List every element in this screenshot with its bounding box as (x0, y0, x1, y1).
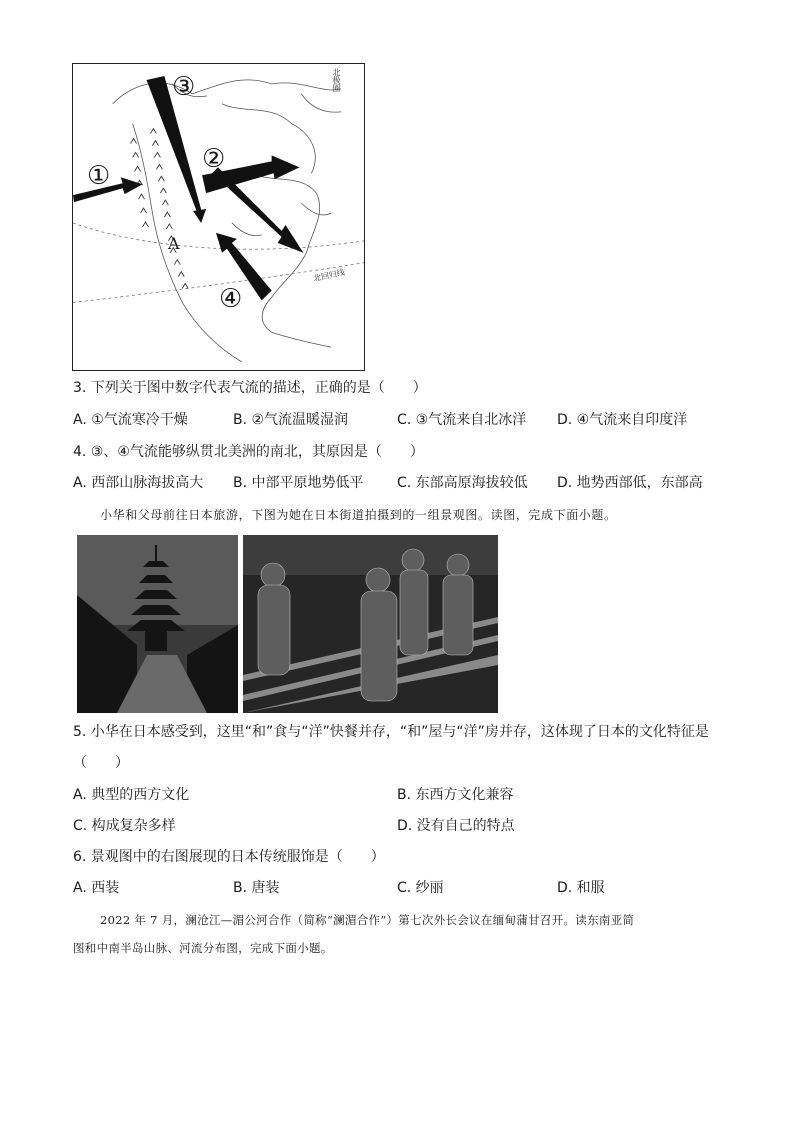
reading-intro-japan: 小华和父母前往日本旅游，下图为她在日本街道拍摄到的一组景观图。读图，完成下面小题。 (100, 508, 617, 522)
question-4-option-d[interactable]: D. 地势西部低，东部高 (557, 475, 703, 491)
question-4-option-a[interactable]: A. 西部山脉海拔高大 (73, 475, 204, 491)
tropic-of-cancer-label: 北回归线 (312, 267, 346, 284)
question-4-stem: 4. ③、④气流能够纵贯北美洲的南北，其原因是（ ） (73, 444, 424, 460)
question-4-option-b[interactable]: B. 中部平原地势低平 (233, 475, 364, 491)
north-america-airflow-map (72, 63, 365, 371)
question-5-option-c[interactable]: C. 构成复杂多样 (73, 818, 176, 834)
kimono-street-photo (243, 535, 498, 713)
reading-intro-lancang-mekong-line1: 2022 年 7 月，澜沧江—湄公河合作（简称“澜湄合作”）第七次外长会议在缅甸蒲甘召开。读东南亚简 (100, 913, 635, 927)
arctic-circle-label: 北极圈 (332, 68, 341, 92)
airflow-label-4: ④ (219, 284, 243, 314)
question-6-option-c[interactable]: C. 纱丽 (397, 880, 444, 896)
airflow-label-1: ① (87, 161, 111, 191)
question-5-option-d[interactable]: D. 没有自己的特点 (397, 818, 515, 834)
question-5-option-a[interactable]: A. 典型的西方文化 (73, 787, 190, 803)
question-6-option-d[interactable]: D. 和服 (557, 880, 605, 896)
question-3-stem: 3. 下列关于图中数字代表气流的描述，正确的是（ ） (73, 380, 427, 396)
question-3-option-b[interactable]: B. ②气流温暖湿润 (233, 412, 349, 428)
question-5-stem: 5. 小华在日本感受到，这里“和”食与“洋”快餐并存，“和”屋与“洋”房并存，这体现了日本的文化特征是 (73, 724, 709, 740)
question-5-answer-paren: （ ） (73, 755, 129, 771)
question-5-option-b[interactable]: B. 东西方文化兼容 (397, 787, 514, 803)
reading-intro-lancang-mekong-line2: 图和中南半岛山脉、河流分布图，完成下面小题。 (73, 941, 333, 955)
question-3-option-c[interactable]: C. ③气流来自北冰洋 (397, 412, 527, 428)
airflow-label-2: ② (202, 144, 226, 174)
question-3-option-a[interactable]: A. ①气流寒冷干燥 (73, 412, 188, 428)
question-6-option-b[interactable]: B. 唐装 (233, 880, 280, 896)
question-6-option-a[interactable]: A. 西装 (73, 880, 120, 896)
pagoda-street-photo (77, 535, 238, 713)
question-6-stem: 6. 景观图中的右图展现的日本传统服饰是（ ） (73, 849, 385, 865)
question-4-option-c[interactable]: C. 东部高原海拔较低 (397, 475, 528, 491)
region-label-a: A (168, 234, 180, 253)
airflow-label-3: ③ (172, 72, 196, 102)
question-3-option-d[interactable]: D. ④气流来自印度洋 (557, 412, 688, 428)
